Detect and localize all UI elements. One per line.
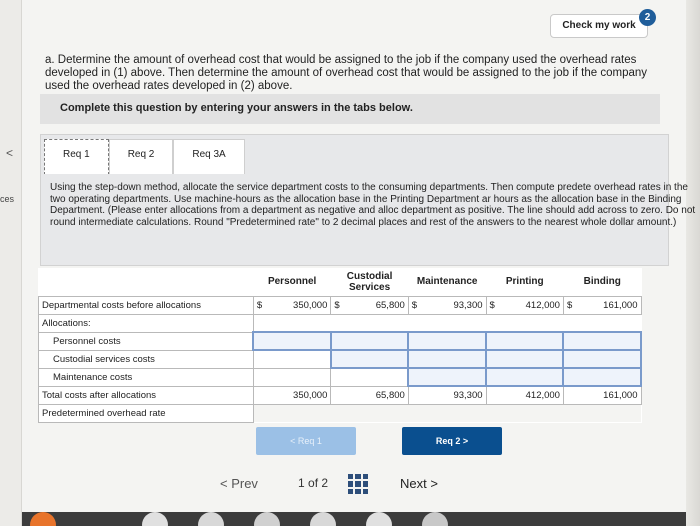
input-maintenance-printing[interactable] — [486, 368, 563, 386]
currency-sign: $ — [408, 296, 426, 314]
row-label-dept-costs: Departmental costs before allocations — [39, 296, 254, 314]
total-personnel: 350,000 — [253, 386, 330, 404]
input-personnel-printing[interactable] — [486, 332, 563, 350]
row-label-predetermined-rate: Predetermined overhead rate — [39, 404, 254, 422]
row-label-personnel-costs: Personnel costs — [39, 332, 254, 350]
input-personnel-personnel[interactable] — [253, 332, 330, 350]
header-personnel: Personnel — [253, 268, 330, 296]
next-req-button[interactable]: Req 2 > — [402, 427, 502, 455]
allocations-spacer — [253, 314, 641, 332]
tab-req-1[interactable]: Req 1 — [44, 139, 109, 175]
dept-cost-personnel: 350,000 — [271, 296, 331, 314]
total-custodial: 65,800 — [331, 386, 408, 404]
row-label-total-costs: Total costs after allocations — [39, 386, 254, 404]
currency-sign: $ — [563, 296, 581, 314]
panel-instructions: Using the step-down method, allocate the service department costs to the consuming departments. Then compute predete overhead rates in the two operating departments. Use machine-hours as the allocation base in the Printing Department ar hours as the allocation base in the Binding Department. (Please enter allocations from a department as negative and alloc department as positive. The line should add across to zero. Do not round intermediate calculations. Round "Predetermined rate" to 2 decimal places and rest of the answers to the nearest whole dollar amount.) — [50, 182, 696, 228]
dept-cost-printing: 412,000 — [504, 296, 564, 314]
chevron-left-icon[interactable]: < — [6, 146, 14, 160]
prev-page-button[interactable]: < Prev — [220, 476, 258, 491]
allocation-table — [38, 268, 642, 423]
total-maintenance: 93,300 — [408, 386, 486, 404]
header-binding: Binding — [563, 268, 641, 296]
total-binding: 161,000 — [563, 386, 641, 404]
table-row — [39, 350, 642, 368]
currency-sign: $ — [253, 296, 271, 314]
bottom-dock-strip — [22, 512, 686, 526]
blank-cell — [331, 368, 408, 386]
input-custodial-printing[interactable] — [486, 350, 563, 368]
rate-spacer — [253, 404, 641, 422]
left-side-panel — [0, 0, 22, 526]
currency-sign: $ — [486, 296, 504, 314]
next-page-button[interactable]: Next > — [400, 476, 438, 491]
table-row — [39, 296, 642, 314]
input-custodial-binding[interactable] — [563, 350, 641, 368]
attempts-badge: 2 — [639, 9, 656, 26]
currency-sign: $ — [331, 296, 349, 314]
table-row — [39, 332, 642, 350]
input-personnel-maintenance[interactable] — [408, 332, 486, 350]
table-row — [39, 404, 642, 422]
total-printing: 412,000 — [486, 386, 563, 404]
tab-req-3a[interactable]: Req 3A — [173, 139, 244, 175]
input-custodial-custodial[interactable] — [331, 350, 408, 368]
prev-req-button[interactable]: < Req 1 — [256, 427, 356, 455]
table-row — [39, 314, 642, 332]
right-edge — [686, 0, 700, 526]
instruction-text: Complete this question by entering your answers in the tabs below. — [60, 102, 413, 114]
row-label-allocations: Allocations: — [39, 314, 254, 332]
grid-menu-icon[interactable] — [348, 474, 368, 494]
left-partial-text: ces — [0, 194, 15, 204]
question-text: a. Determine the amount of overhead cost that would be assigned to the job if the company used the overhead rates developed in (1) above. Then determine the amount of overhead cost that would be assigned to the job if the company used the overhead rates developed in (2) above. — [45, 54, 648, 92]
page-indicator — [298, 476, 328, 490]
row-label-maintenance-costs: Maintenance costs — [39, 368, 254, 386]
input-maintenance-binding[interactable] — [563, 368, 641, 386]
dept-cost-maintenance: 93,300 — [426, 296, 486, 314]
input-personnel-custodial[interactable] — [331, 332, 408, 350]
instruction-bar — [40, 94, 660, 124]
table-header-row — [39, 268, 642, 296]
input-personnel-binding[interactable] — [563, 332, 641, 350]
header-custodial: Custodial Services — [331, 268, 408, 296]
tab-req-2[interactable]: Req 2 — [109, 139, 174, 175]
blank-cell — [253, 350, 330, 368]
page-current: 1 — [298, 476, 305, 490]
page-total: 2 — [321, 476, 329, 490]
row-label-custodial-costs: Custodial services costs — [39, 350, 254, 368]
req-tabs — [44, 139, 245, 175]
header-maintenance: Maintenance — [408, 268, 486, 296]
table-row — [39, 386, 642, 404]
table-row — [39, 368, 642, 386]
input-custodial-maintenance[interactable] — [408, 350, 486, 368]
blank-cell — [253, 368, 330, 386]
input-maintenance-maintenance[interactable] — [408, 368, 486, 386]
dept-cost-custodial: 65,800 — [349, 296, 409, 314]
dept-cost-binding: 161,000 — [581, 296, 641, 314]
check-my-work-button[interactable]: Check my work — [550, 14, 648, 38]
header-blank — [39, 268, 254, 296]
page-of: of — [308, 476, 319, 490]
header-printing: Printing — [486, 268, 563, 296]
